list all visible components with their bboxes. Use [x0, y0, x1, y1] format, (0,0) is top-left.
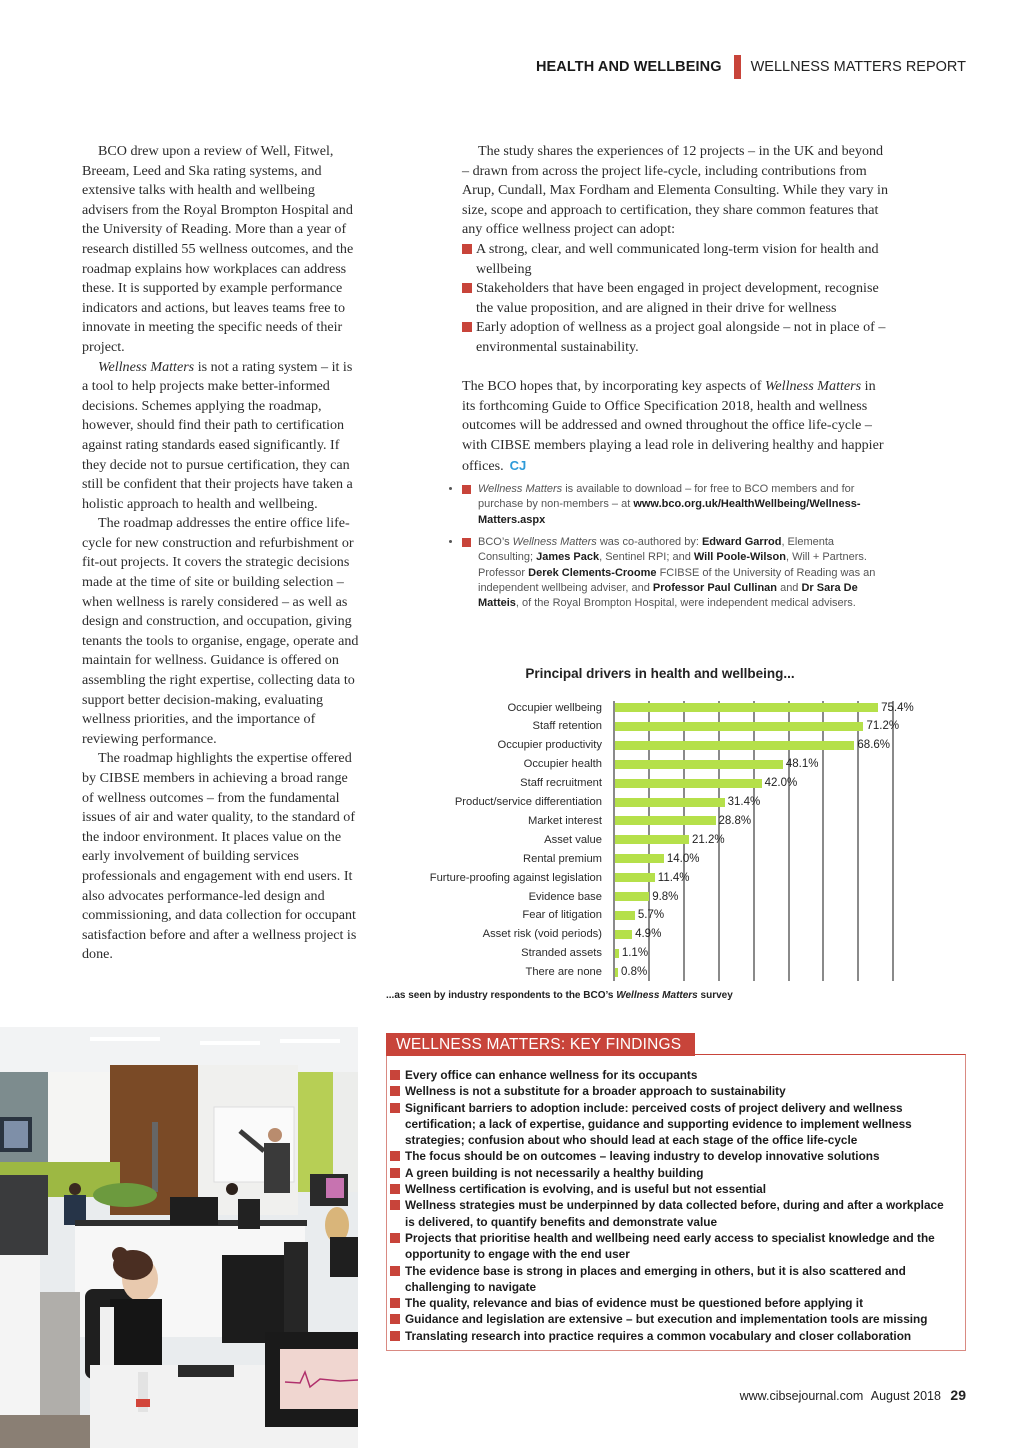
- value-label: 14.0%: [666, 852, 700, 865]
- end-mark-logo: CJ: [509, 457, 527, 473]
- key-finding-item: The quality, relevance and bias of evidence must be questioned before applying it: [390, 1295, 956, 1311]
- category-label: Occupier wellbeing: [507, 701, 602, 714]
- accent-divider: [734, 55, 741, 79]
- category-label: Occupier productivity: [497, 739, 602, 752]
- category-label: Fear of litigation: [522, 909, 602, 922]
- chart-row: [380, 925, 662, 944]
- data-bar: [615, 741, 854, 750]
- data-bar: [615, 760, 783, 769]
- download-link[interactable]: www.bco.org.uk/HealthWellbeing/Wellness-Matters.aspx: [478, 498, 861, 526]
- chart-row: [380, 717, 900, 736]
- data-bar: [615, 873, 655, 882]
- value-label: 28.8%: [718, 814, 752, 827]
- key-finding-item: Wellness strategies must be underpinned by data collected before, during and after a workplace is delivered, to quantify benefits and demonstrate value: [390, 1197, 956, 1230]
- body-paragraph: The BCO hopes that, by incorporating key aspects of Wellness Matters in its forthcoming Guide to Office Specification 2018, health and wellness outcomes will be addressed and owned throughout the office life-cycle – with CIBSE members playing a lead role in delivering healthy and happier offices. CJ: [462, 378, 884, 474]
- adviser-name: Derek Clements-Croome: [528, 566, 657, 579]
- value-label: 9.8%: [652, 890, 679, 903]
- category-label: Staff retention: [532, 720, 602, 733]
- category-label: Stranded assets: [521, 947, 602, 960]
- key-finding-item: Significant barriers to adoption include: perceived costs of project delivery and wellness certification; a lack of expertise, guidance and supporting evidence to implement wellness strategies; confusion about who should lead at each stage of the office life-cycle: [390, 1100, 956, 1149]
- page-number: 29: [950, 1387, 966, 1403]
- category-label: Furture-proofing against legislation: [429, 871, 602, 884]
- page-footer: [740, 1387, 966, 1403]
- key-finding-item: Translating research into practice requires a common vocabulary and closer collaboration: [390, 1328, 956, 1344]
- chart-row: [380, 774, 798, 793]
- data-bar: [615, 911, 635, 920]
- value-label: 11.4%: [657, 871, 690, 884]
- chart-plot-area: [429, 701, 914, 981]
- key-finding-item: Guidance and legislation are extensive – but execution and implementation tools are missing: [390, 1311, 956, 1327]
- report-label: WELLNESS MATTERS REPORT: [750, 59, 966, 75]
- category-label: Asset risk (void periods): [482, 928, 602, 941]
- body-paragraph: The roadmap highlights the expertise offered by CIBSE members in achieving a broad range of wellness outcomes – from the fundamental issues of air and water quality, to the standard of the indoor environment. It places value on the early involvement of building services professionals and engagement with end users. It also advocates performance-led design and commissioning, and data collection for occupant satisfaction before and after a wellness project is done.: [82, 750, 357, 963]
- value-label: 42.0%: [764, 777, 798, 790]
- chart-row: [380, 887, 679, 906]
- left-column: [82, 142, 362, 965]
- key-finding-item: The focus should be on outcomes – leaving industry to develop innovative solutions: [390, 1148, 956, 1164]
- chart-caption: ...as seen by industry respondents to the BCO’s Wellness Matters survey: [386, 990, 733, 1001]
- features-list: [462, 240, 892, 358]
- key-finding-item: The evidence base is strong in places and emerging in others, but it is also scattered and challenging to navigate: [390, 1263, 956, 1296]
- author-name: Edward Garrod: [701, 535, 782, 548]
- chart-row: [380, 755, 819, 774]
- data-bar: [615, 703, 878, 712]
- value-label: 1.1%: [621, 947, 649, 960]
- body-paragraph: Wellness Matters is not a rating system – it is a tool to help projects make better-informed decisions. Schemes applying the roadmap, however, should find their path to certification against rating standards eased significantly. If they decide not to pursue certification, they can still be confident that their projects have taken a holistic approach to health and wellbeing.: [82, 358, 353, 512]
- issue-date: August 2018: [870, 1389, 941, 1403]
- office-photo: [0, 1027, 358, 1448]
- chart-row: [380, 793, 761, 812]
- value-label: 5.7%: [637, 909, 665, 922]
- running-header: [536, 56, 966, 78]
- chart-row: [380, 698, 914, 717]
- journal-url[interactable]: www.cibsejournal.com: [739, 1389, 864, 1403]
- category-label: Staff recruitment: [520, 777, 602, 790]
- value-label: 68.6%: [857, 739, 891, 752]
- chart-row: [380, 830, 725, 849]
- category-label: There are none: [525, 966, 602, 979]
- body-paragraph: The roadmap addresses the entire office life-cycle for new construction and refurbishment or fit-out projects. It covers the strategic decisions made at the time of site or building selection – when wellness is rarely considered – as well as design and construction, and occupation, giving tenants the tools to organise, engage, operate and maintain for wellness. Guidance is offered on assembling the right expertise, collecting data to support better decision-making, evaluating wellness priorities, and the importance of reviewing performance.: [82, 515, 359, 747]
- key-finding-item: Wellness is not a substitute for a broader approach to sustainability: [390, 1083, 956, 1099]
- list-item: A strong, clear, and well communicated long-term vision for health and wellbeing: [462, 240, 892, 279]
- value-label: 75.4%: [881, 701, 914, 714]
- category-label: Product/service differentiation: [454, 796, 602, 808]
- body-paragraph: BCO drew upon a review of Well, Fitwel, Breeam, Leed and Ska rating systems, and extensive talks with health and wellbeing advisers from the Royal Brompton Hospital and the University of Reading. More than a year of research distilled 55 wellness outcomes, and the roadmap explains how workplaces can address these. It is supported by example performance indicators and actions, but leaves teams free to innovate in meeting the specific needs of their project.: [82, 143, 354, 355]
- value-label: 4.9%: [635, 928, 662, 941]
- list-item: Early adoption of wellness as a project goal alongside – not in place of – environmental sustainability.: [462, 318, 892, 357]
- chart-gridline: [892, 701, 894, 981]
- chart-row: [380, 944, 649, 963]
- category-label: Asset value: [544, 833, 602, 846]
- chart-row: [380, 963, 648, 982]
- author-name: Will Poole-Wilson: [693, 551, 786, 564]
- key-finding-item: A green building is not necessarily a healthy building: [390, 1165, 956, 1181]
- category-label: Market interest: [528, 814, 602, 827]
- right-column: [462, 142, 892, 618]
- data-bar: [615, 835, 689, 844]
- value-label: 31.4%: [727, 796, 761, 808]
- category-label: Evidence base: [528, 890, 602, 903]
- section-label: HEALTH AND WELLBEING: [535, 59, 722, 75]
- value-label: 48.1%: [785, 758, 819, 771]
- key-findings-list: [390, 1067, 956, 1344]
- adviser-name: Professor Paul Cullinan: [652, 581, 778, 594]
- chart-row: [380, 849, 700, 868]
- value-label: 0.8%: [621, 966, 648, 979]
- chart-row: [380, 906, 665, 925]
- data-bar: [615, 930, 632, 939]
- key-findings-box: [386, 1033, 966, 1353]
- chart-row: [380, 811, 752, 830]
- chart-row: [380, 736, 891, 755]
- drivers-bar-chart: [380, 664, 960, 1009]
- data-bar: [615, 779, 762, 788]
- key-finding-item: Wellness certification is evolving, and is useful but not essential: [390, 1181, 956, 1197]
- office-scene-image: [0, 1027, 358, 1448]
- value-label: 71.2%: [866, 720, 900, 733]
- key-findings-title: WELLNESS MATTERS: KEY FINDINGS: [386, 1033, 695, 1056]
- value-label: 21.2%: [691, 833, 725, 846]
- key-finding-item: Every office can enhance wellness for its occupants: [390, 1067, 956, 1083]
- publication-title: Wellness Matters: [98, 358, 195, 375]
- notes-list: [462, 482, 892, 611]
- list-item: Stakeholders that have been engaged in project development, recognise the value proposition, and are aligned in their drive for wellness: [462, 279, 892, 318]
- data-bar: [615, 816, 716, 825]
- authors-note: • BCO’s Wellness Matters was co-authored by: Edward Garrod, Elementa Consulting; James Pack, Sentinel RPI; and Will Poole-Wilson, Will + Partners. Professor Derek Clements-Croome FCIBSE of the University of Reading was an independent wellbeing adviser, and Professor Paul Cullinan and Dr Sara De Matteis, of the Royal Brompton Hospital, were independent medical advisers.: [462, 535, 892, 611]
- category-label: Occupier health: [523, 758, 602, 771]
- key-finding-item: Projects that prioritise health and wellbeing need early access to specialist knowledge and the opportunity to engage with the end user: [390, 1230, 956, 1263]
- body-paragraph: The study shares the experiences of 12 projects – in the UK and beyond – drawn from across the project life-cycle, including contributions from Arup, Cundall, Max Fordham and Elementa Consulting. While they vary in size, scope and approach to certification, they share common features that any office wellness project can adopt:: [462, 143, 889, 238]
- chart-title: Principal drivers in health and wellbeing...: [525, 666, 795, 681]
- author-name: James Pack: [536, 551, 600, 564]
- data-bar: [615, 892, 649, 901]
- data-bar: [615, 722, 863, 731]
- download-note: • Wellness Matters is available to download – for free to BCO members and for purchase by non-members – at www.bco.org.uk/HealthWellbeing/Wellness-Matters.aspx: [462, 482, 892, 528]
- chart-row: [380, 868, 690, 887]
- data-bar: [615, 949, 619, 958]
- data-bar: [615, 968, 618, 977]
- category-label: Rental premium: [523, 852, 602, 865]
- adviser-name: Dr Sara De Matteis: [478, 581, 858, 610]
- data-bar: [615, 798, 725, 807]
- data-bar: [615, 854, 664, 863]
